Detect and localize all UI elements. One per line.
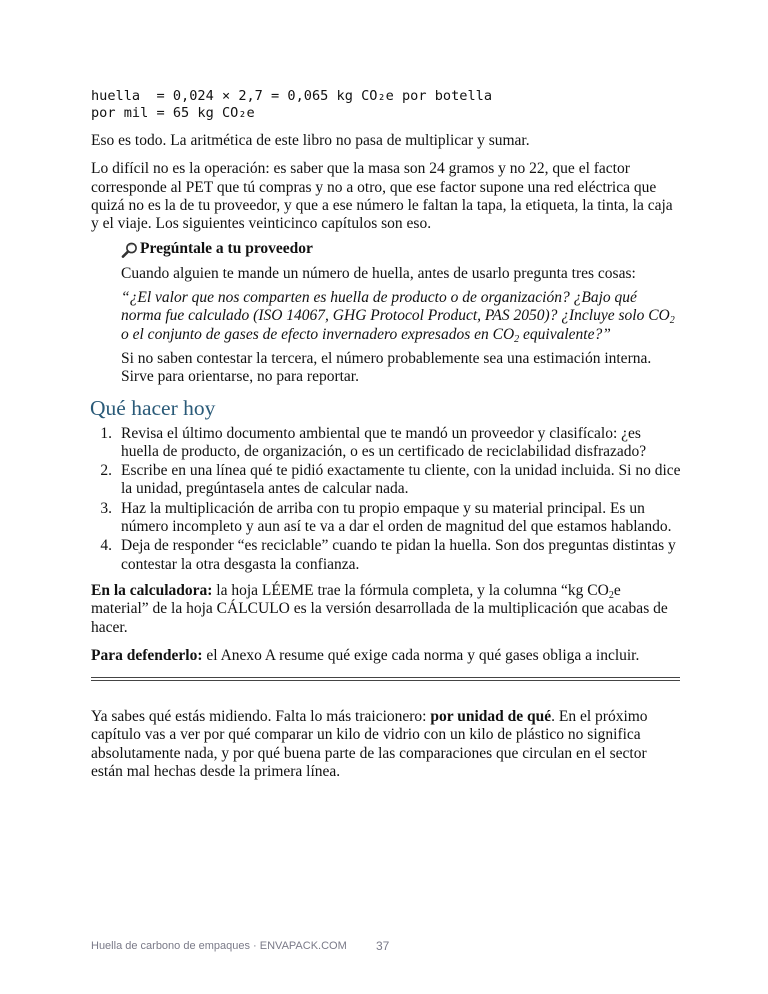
page-number: 37	[376, 939, 390, 953]
closing-text-a: Ya sabes qué estás midiendo. Falta lo más traicionero:	[91, 708, 431, 726]
list-item	[91, 500, 681, 537]
formula-line-2: por mil = 65 kg CO₂e	[91, 105, 255, 121]
section-divider	[91, 677, 680, 681]
magnifier-icon	[121, 242, 138, 258]
calculator-note	[91, 582, 681, 637]
supplier-callout	[121, 240, 681, 386]
defend-note-label: Para defenderlo:	[91, 646, 203, 664]
section-heading: Qué hacer hoy	[90, 395, 216, 420]
list-item-number: 2.	[100, 462, 112, 480]
closing-text-b: . En el próximo capítulo vas a ver por qué comparar un kilo de vidrio con un kilo de plástico no significa absolutamente nada, y por qué buena parte de las comparaciones que circulan en el sector están mal hechas desde la primera línea.	[91, 708, 648, 781]
calculator-note-text-b: e material” de la hoja CÁLCULO es la versión desarrollada de la multiplicación que acabas de hacer.	[91, 581, 668, 636]
closing-bold: por unidad de qué	[430, 708, 552, 726]
defend-note-text: el Anexo A resume qué exige cada norma y qué gases obliga a incluir.	[202, 646, 640, 664]
page-footer: Huella de carbono de empaques · ENVAPACK.COM	[91, 940, 347, 952]
action-list	[91, 425, 681, 574]
paragraph-summary: Eso es todo. La aritmética de este libro no pasa de multiplicar y sumar.	[91, 132, 530, 149]
quote-subscript-2: 2	[514, 333, 520, 345]
callout-title	[121, 240, 681, 258]
list-item-number: 4.	[100, 537, 112, 555]
quote-part-c: equivalente?”	[519, 325, 611, 343]
paragraph-difficulty: Lo difícil no es la operación: es saber que la masa son 24 gramos y no 22, que el factor corresponde al PET que tú compras y no a otro, que ese factor supone una red eléctrica que quizá no es la de tu proveedor, y que a ese número le faltan la tapa, la etiqueta, la tinta, la caja y el viaje. Los siguientes veinticinco capítulos son eso.	[91, 160, 673, 233]
page-content	[91, 88, 681, 781]
quote-part-a: “¿El valor que nos comparten es huella de producto o de organización? ¿Bajo qué norma fue calculado (ISO 14067, GHG Protocol Product, PAS 2050)? ¿Incluye solo CO	[121, 289, 670, 325]
list-item-text: Deja de responder “es reciclable” cuando te pidan la huella. Son dos preguntas distintas y contestar la otra desgasta la confianza.	[121, 537, 676, 573]
list-item	[91, 462, 681, 499]
callout-intro: Cuando alguien te mande un número de huella, antes de usarlo pregunta tres cosas:	[121, 264, 636, 282]
list-item-number: 1.	[100, 424, 112, 442]
callout-title-text: Pregúntale a tu proveedor	[140, 240, 313, 258]
list-item	[91, 425, 681, 462]
closing-paragraph	[91, 708, 681, 781]
defend-note	[91, 647, 681, 665]
list-item-text: Revisa el último documento ambiental que te mandó un proveedor y clasifícalo: ¿es huella de producto, de organización, o es un certificado de reciclabilidad disfrazado?	[121, 424, 647, 460]
quote-part-b: o el conjunto de gases de efecto invernadero expresados en CO	[121, 325, 515, 343]
list-item-text: Escribe en una línea qué te pidió exactamente tu cliente, con la unidad incluida. Si no dice la unidad, pregúntasela antes de calcular nada.	[121, 462, 681, 498]
list-item-text: Haz la multiplicación de arriba con tu propio empaque y su material principal. Es un número incompleto y aun así te va a dar el orden de magnitud del que estamos hablando.	[121, 499, 672, 536]
list-item	[91, 537, 681, 574]
quote-subscript-1: 2	[669, 315, 675, 327]
callout-note: Si no saben contestar la tercera, el número probablemente sea una estimación interna. Sirve para orientarse, no para reportar.	[121, 349, 652, 386]
calculator-note-text-a: la hoja LÉEME trae la fórmula completa, y la columna “kg CO	[212, 581, 609, 599]
calculator-note-subscript: 2	[608, 589, 614, 601]
list-item-number: 3.	[100, 499, 112, 517]
formula-line-1: huella = 0,024 × 2,7 = 0,065 kg CO₂e por botella	[91, 88, 493, 104]
calculator-note-label: En la calculadora:	[91, 581, 213, 599]
callout-quote	[121, 289, 681, 344]
